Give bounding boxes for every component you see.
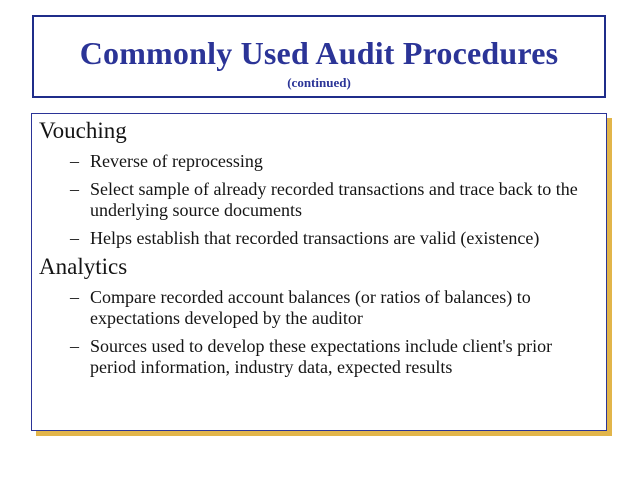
bullet-item: [32, 336, 598, 378]
content-box: [31, 113, 607, 431]
bullet-item: [32, 151, 598, 172]
bullet-item: [32, 228, 598, 249]
bullet-item: [32, 179, 598, 221]
bullet-text: Select sample of already recorded transactions and trace back to the underlying source documents: [90, 179, 578, 220]
bullet-text: Helps establish that recorded transactions are valid (existence): [90, 228, 540, 248]
slide-subtitle: (continued): [287, 75, 351, 90]
dash-bullet: –: [70, 336, 79, 356]
bullet-text: Compare recorded account balances (or ratios of balances) to expectations developed by the auditor: [90, 287, 531, 328]
bullet-text: Sources used to develop these expectations include client's prior period information, industry data, expected results: [90, 336, 553, 377]
dash-bullet: –: [70, 228, 79, 248]
section-heading-vouching: Vouching: [39, 118, 127, 143]
vouching-bullet-list: [32, 151, 606, 249]
dash-bullet: –: [70, 151, 79, 171]
slide-title: Commonly Used Audit Procedures: [79, 35, 559, 71]
bullet-item: [32, 287, 598, 329]
title-box: [32, 15, 606, 98]
section-heading-analytics: Analytics: [39, 254, 128, 279]
analytics-bullet-list: [32, 287, 606, 378]
bullet-text: Reverse of reprocessing: [90, 151, 263, 171]
dash-bullet: –: [70, 287, 79, 307]
dash-bullet: –: [70, 179, 79, 199]
